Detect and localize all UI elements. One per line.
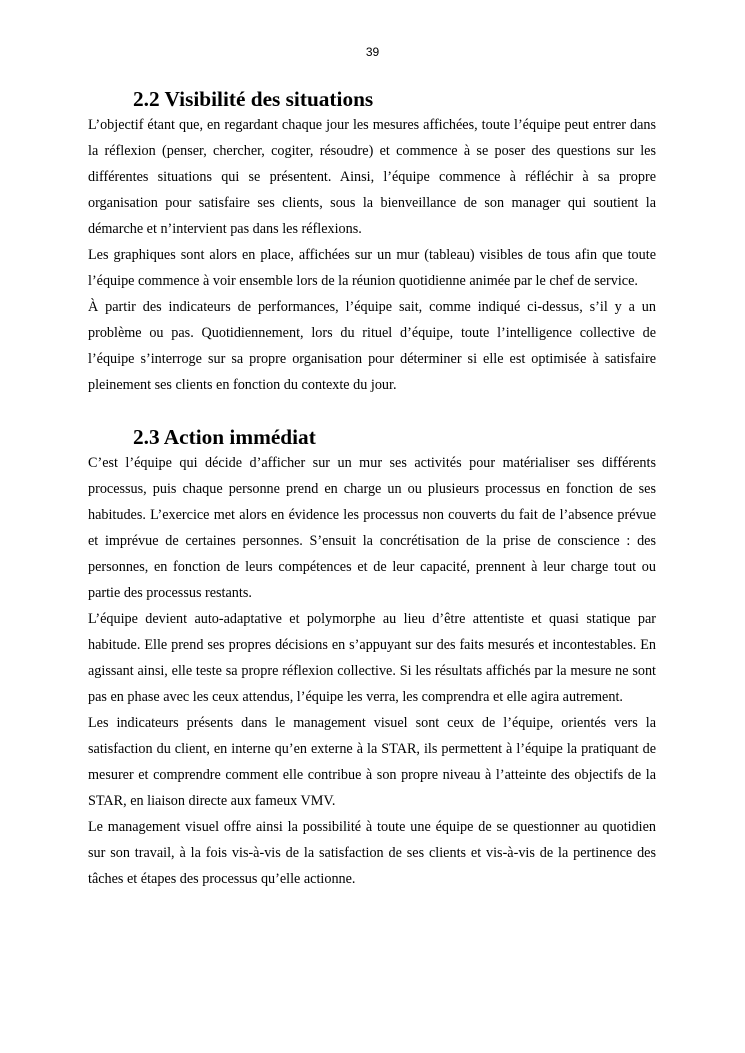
document-body [88, 86, 656, 892]
paragraph: C’est l’équipe qui décide d’afficher sur un mur ses activités pour matérialiser ses différents processus, puis chaque personne prend en charge un ou plusieurs processus en fonction de ses habitudes. L’exercice met alors en évidence les processus non couverts du fait de l’absence prévue et imprévue de certaines personnes. S’ensuit la concrétisation de la prise de conscience : des personnes, en fonction de leurs compétences et de leur capacité, prennent à leur charge tout ou partie des processus restants. [88, 455, 656, 601]
paragraph: Les graphiques sont alors en place, affichées sur un mur (tableau) visibles de tous afin que toute l’équipe commence à voir ensemble lors de la réunion quotidienne animée par le chef de service. [88, 247, 656, 289]
paragraph: Les indicateurs présents dans le management visuel sont ceux de l’équipe, orientés vers la satisfaction du client, en interne qu’en externe à la STAR, ils permettent à l’équipe la pratiquant de mesurer et comprendre comment elle contribue à son propre niveau à l’atteinte des objectifs de la STAR, en liaison directe aux fameux VMV. [88, 715, 656, 809]
section-heading-action: 2.3 Action immédiat [133, 425, 316, 449]
paragraph: Le management visuel offre ainsi la possibilité à toute une équipe de se questionner au quotidien sur son travail, à la fois vis-à-vis de la satisfaction de ses clients et vis-à-vis de la pertinence des tâches et étapes des processus qu’elle actionne. [88, 819, 656, 887]
page-number: 39 [365, 45, 380, 59]
section-heading-visibility: 2.2 Visibilité des situations [133, 87, 374, 111]
paragraph: L’équipe devient auto-adaptative et polymorphe au lieu d’être attentiste et quasi statique par habitude. Elle prend ses propres décisions en s’appuyant sur des faits mesurés et incontestables. En agissant ainsi, elle teste sa propre réflexion collective. Si les résultats affichés par la mesure ne sont pas en phase avec les ceux attendus, l’équipe les verra, les comprendra et elle agira autrement. [88, 611, 656, 705]
paragraph: L’objectif étant que, en regardant chaque jour les mesures affichées, toute l’équipe peut entrer dans la réflexion (penser, chercher, cogiter, résoudre) et commence à se poser des questions sur les différentes situations qui se présentent. Ainsi, l’équipe commence à réfléchir à sa propre organisation pour satisfaire ses clients, sous la bienveillance de son manager qui soutient la démarche et n’intervient pas dans les réflexions. [88, 117, 656, 237]
paragraph: À partir des indicateurs de performances, l’équipe sait, comme indiqué ci-dessus, s’il y a un problème ou pas. Quotidiennement, lors du rituel d’équipe, toute l’intelligence collective de l’équipe s’interroge sur sa propre organisation pour déterminer si elle est optimisée à satisfaire pleinement ses clients en fonction du contexte du jour. [88, 299, 656, 393]
section-spacer [88, 398, 656, 424]
